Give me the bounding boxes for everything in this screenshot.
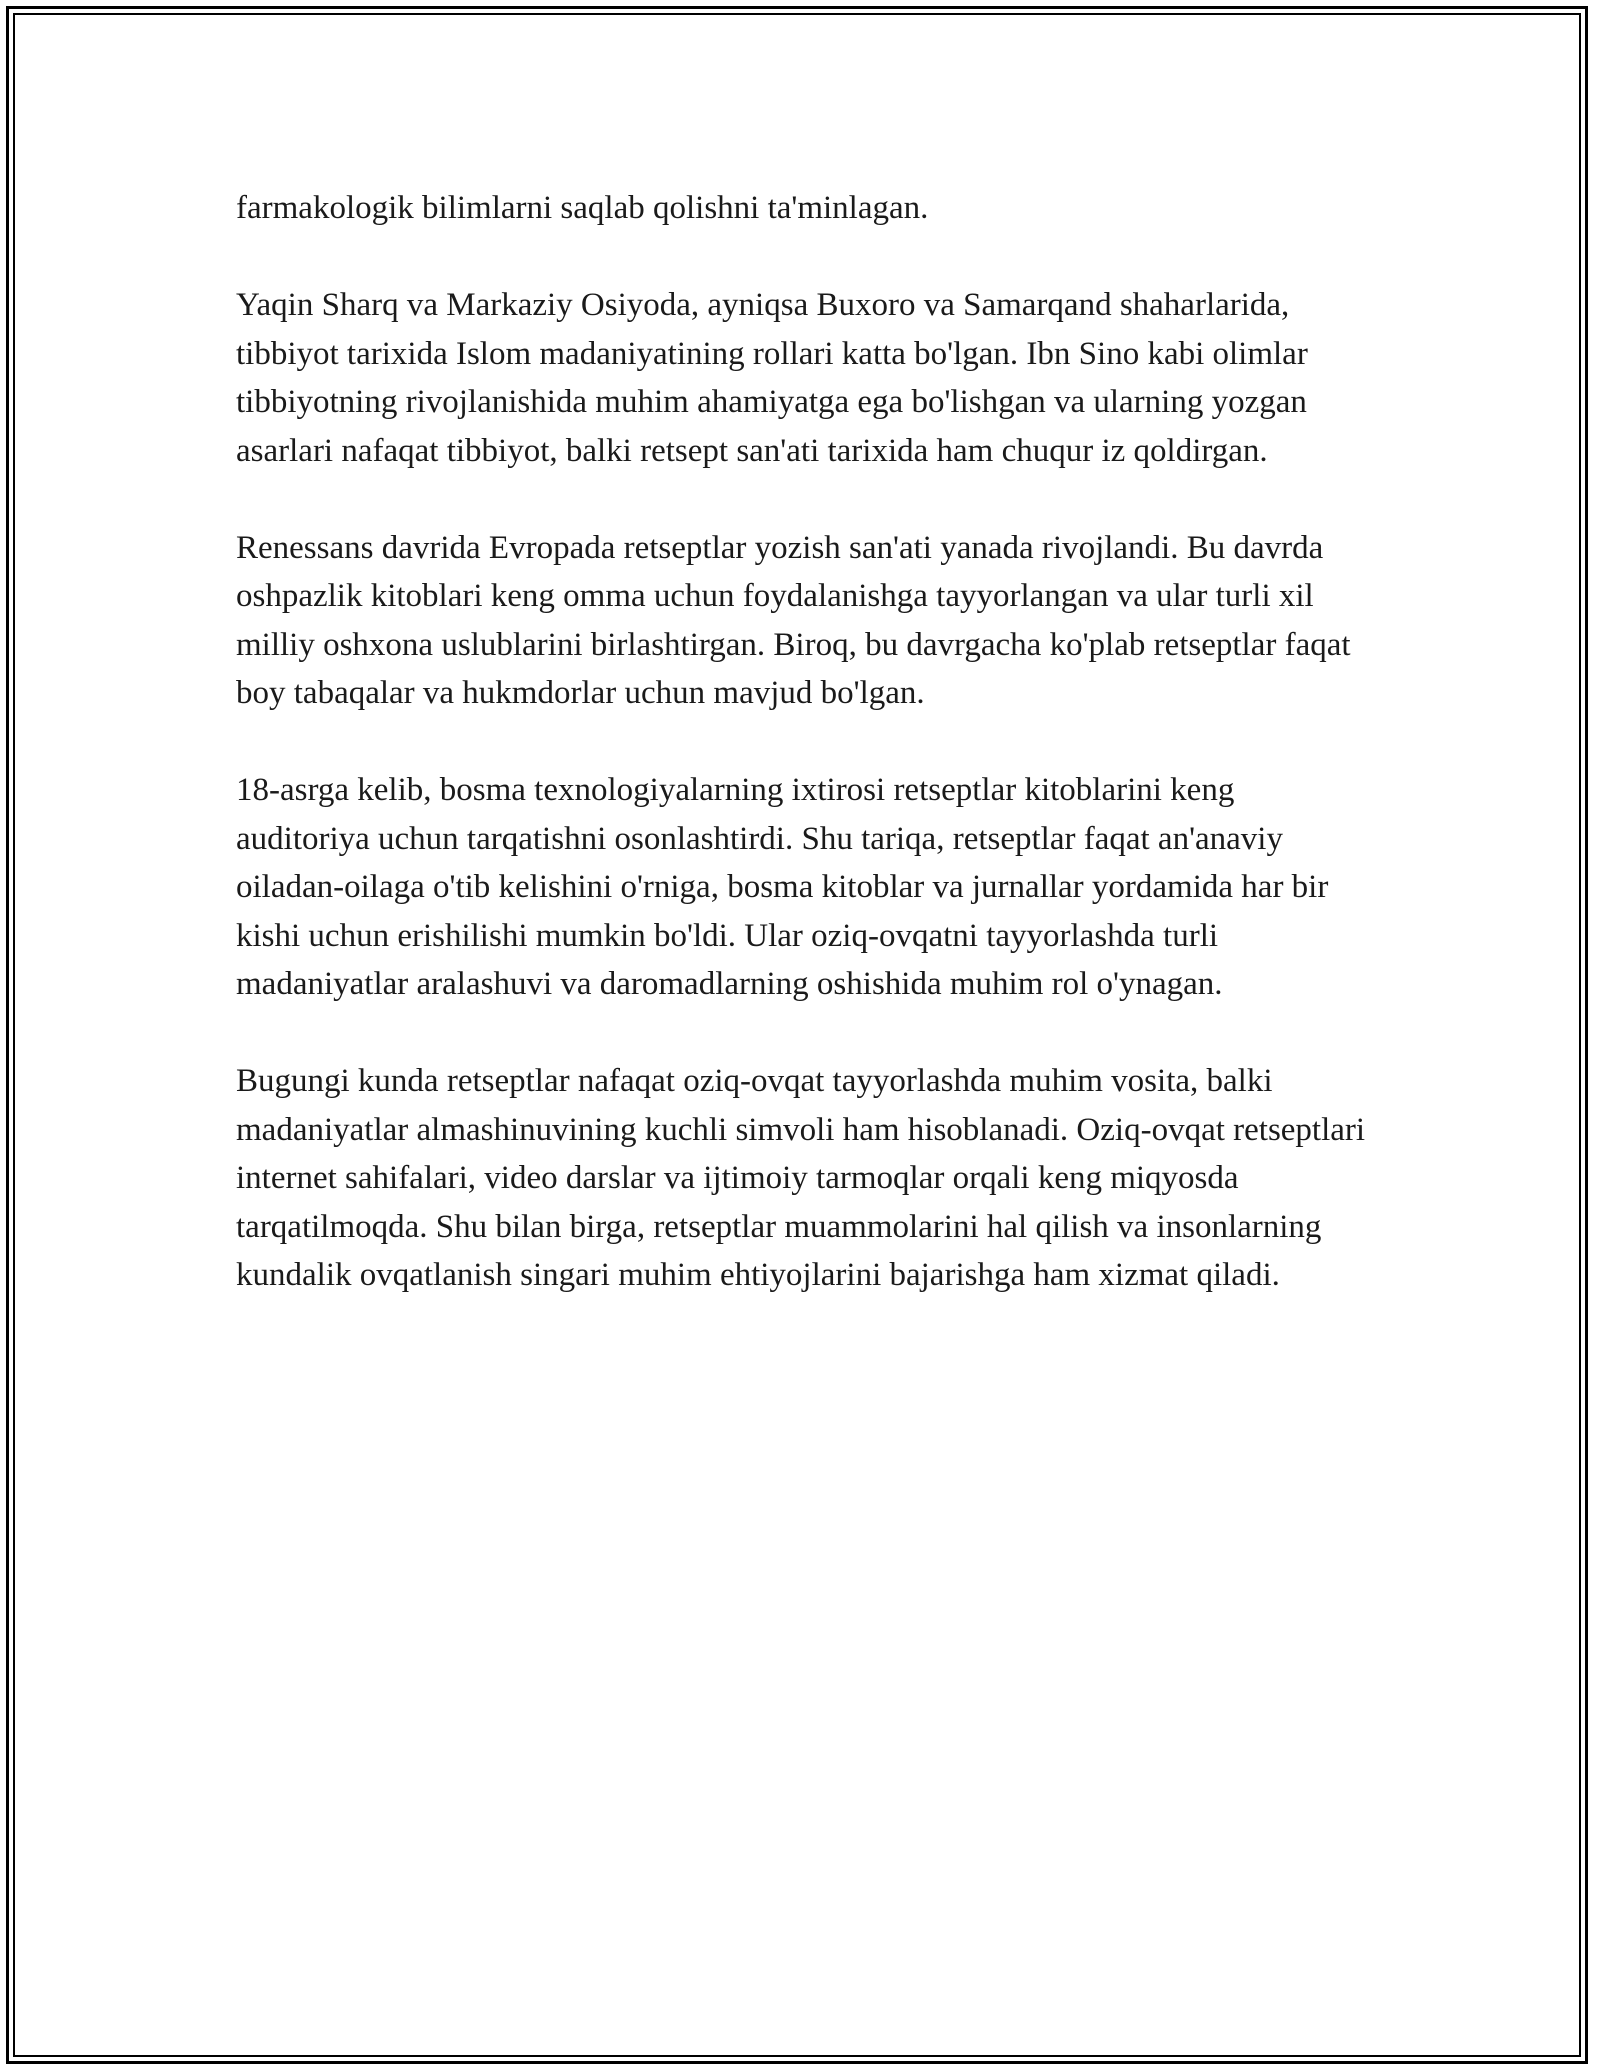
paragraph-continuation: farmakologik bilimlarni saqlab qolishni ta'minlagan. bbox=[236, 190, 929, 226]
document-body bbox=[236, 184, 1366, 1348]
paragraph-18th-century: 18-asrga kelib, bosma texnologiyalarning ixtirosi retseptlar kitoblarini keng auditoriya uchun tarqatishni osonlashtirdi. Shu tariqa, retseptlar faqat an'anaviy oiladan-oilaga o'tib kelishini o'rniga, bosma kitoblar va jurnallar yordamida har bir kishi uchun erishilishi mumkin bo'ldi. Ular oziq-ovqatni tayyorlashda turli madaniyatlar aralashuvi va daromadlarning oshishida muhim rol o'ynagan. bbox=[236, 772, 1329, 1002]
paragraph-today: Bugungi kunda retseptlar nafaqat oziq-ovqat tayyorlashda muhim vosita, balki madaniyatlar almashinuvining kuchli simvoli ham hisoblanadi. Oziq-ovqat retseptlari internet sahifalari, video darslar va ijtimoiy tarmoqlar orqali keng miqyosda tarqatilmoqda. Shu bilan birga, retseptlar muammolarini hal qilish va insonlarning kundalik ovqatlanish singari muhim ehtiyojlarini bajarishga ham xizmat qiladi. bbox=[236, 1063, 1366, 1293]
paragraph-renaissance: Renessans davrida Evropada retseptlar yozish san'ati yanada rivojlandi. Bu davrda oshpazlik kitoblari keng omma uchun foydalanishga tayyorlangan va ular turli xil milliy oshxona uslublarini birlashtirgan. Biroq, bu davrgacha ko'plab retseptlar faqat boy tabaqalar va hukmdorlar uchun mavjud bo'lgan. bbox=[236, 529, 1351, 711]
paragraph-islamic-medicine: Yaqin Sharq va Markaziy Osiyoda, ayniqsa Buxoro va Samarqand shaharlarida, tibbiyot tarixida Islom madaniyatining rollari katta bo'lgan. Ibn Sino kabi olimlar tibbiyotning rivojlanishida muhim ahamiyatga ega bo'lishgan va ularning yozgan asarlari nafaqat tibbiyot, balki retsept san'ati tarixida ham chuqur iz qoldirgan. bbox=[236, 287, 1308, 469]
